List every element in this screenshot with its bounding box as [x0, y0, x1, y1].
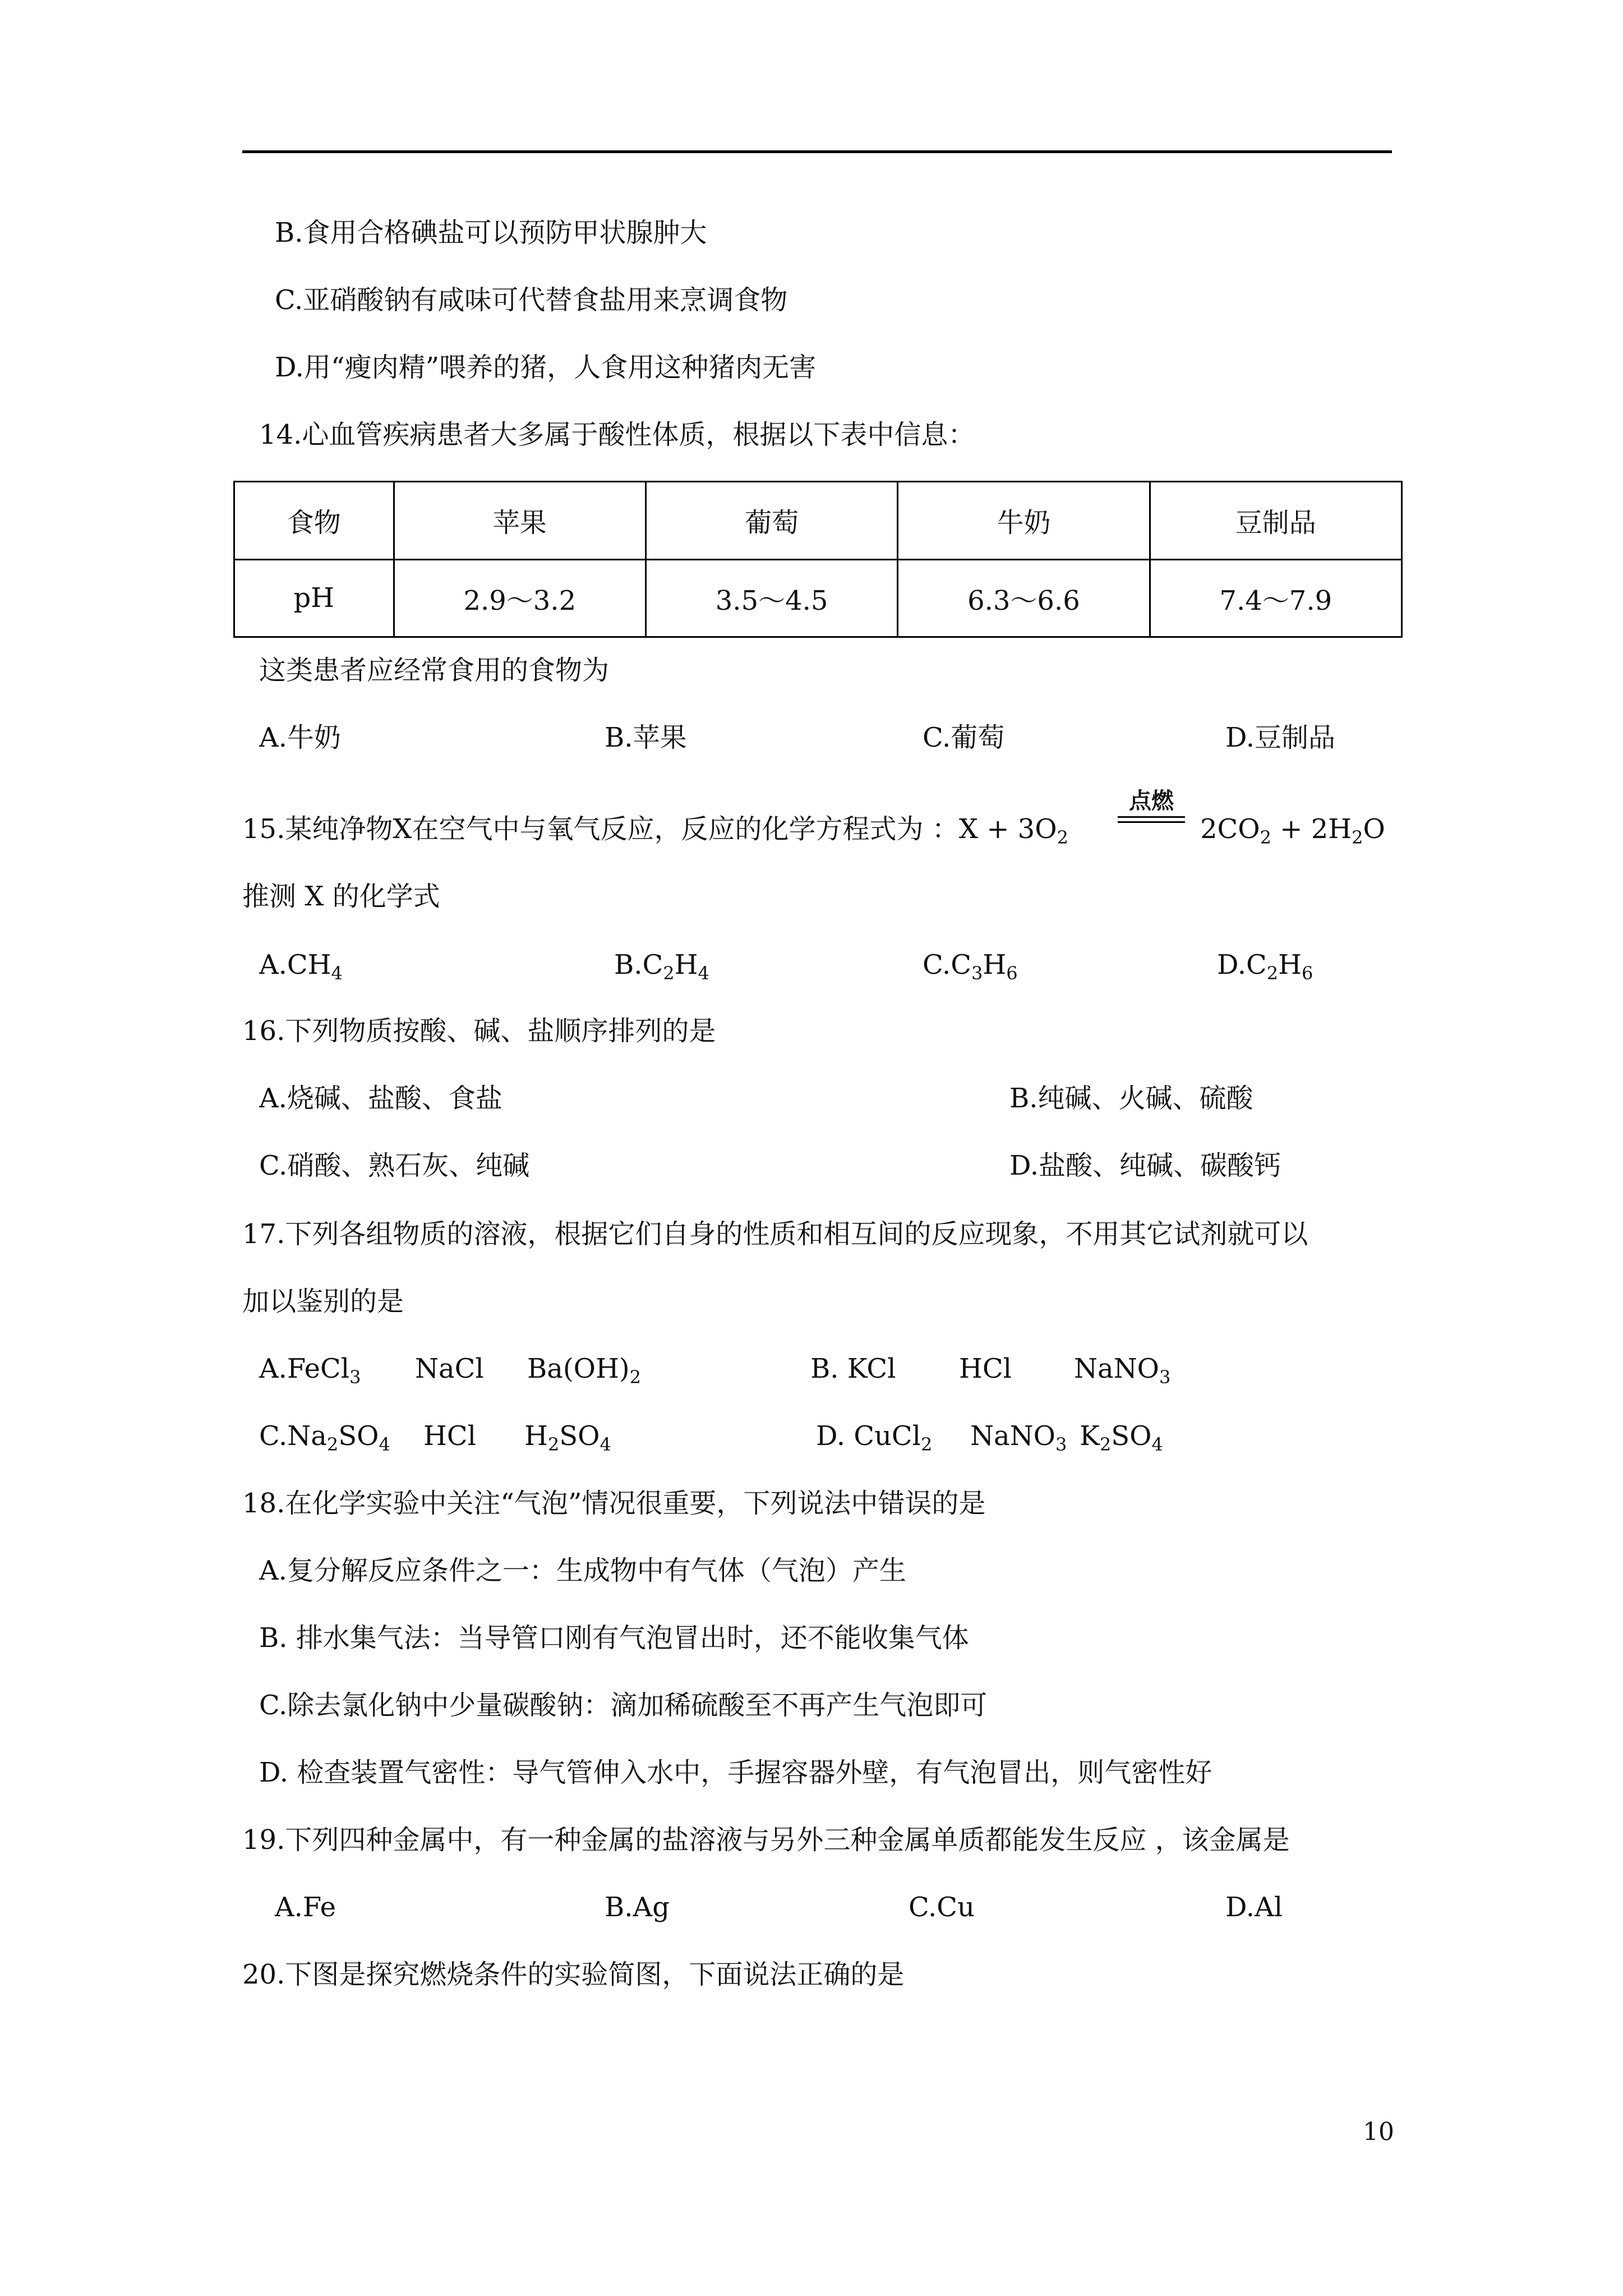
table-cell: 6.3～6.6	[898, 559, 1150, 637]
q15-stem: 15.某纯净物X在空气中与氧气反应，反应的化学方程式为 ：$X + 3O_2$	[242, 813, 1068, 848]
q13-option-d: D.用“瘦肉精”喂养的猪，人食用这种猪肉无害	[275, 352, 817, 383]
q15-option-d: $D.C_2H_6$	[1217, 949, 1313, 984]
table-cell: 豆制品	[1150, 482, 1401, 560]
q17-option-a: A.FeCl$_3$	[259, 1353, 361, 1388]
q19-option-a: A.Fe	[275, 1892, 336, 1923]
q15-option-c: $C.C_3H_6$	[923, 949, 1018, 984]
condition-bar	[1118, 821, 1185, 823]
table-cell: 3.5～4.5	[645, 559, 897, 637]
reaction-condition	[1118, 788, 1185, 823]
q19-stem: 19.下列四种金属中，有一种金属的盐溶液与另外三种金属单质都能发生反应 ，该金属是	[242, 1824, 1290, 1856]
q17-option-d: D. CuCl$_2$	[816, 1420, 933, 1455]
q17-option-a-item2: NaCl	[415, 1353, 484, 1384]
table-cell: 葡萄	[645, 482, 897, 560]
q14-question: 这类患者应经常食用的食物为	[259, 655, 610, 686]
q14-stem: 14.心血管疾病患者大多属于酸性体质，根据以下表中信息：	[259, 419, 975, 450]
q16-option-a: A.烧碱、盐酸、食盐	[259, 1083, 502, 1114]
q18-option-b: B. 排水集气法：当导管口刚有气泡冒出时，还不能收集气体	[259, 1622, 969, 1654]
q13-option-c: C.亚硝酸钠有咸味可代替食盐用来烹调食物	[275, 284, 788, 316]
q18-option-c: C.除去氯化钠中少量碳酸钠：滴加稀硫酸至不再产生气泡即可	[259, 1690, 988, 1721]
q14-option-b: B.苹果	[605, 722, 687, 753]
table-row	[234, 559, 1402, 637]
table-cell: 苹果	[394, 482, 645, 560]
q15-products: $2CO_2 + 2H_2O$	[1200, 813, 1385, 848]
q20-stem: 20.下图是探究燃烧条件的实验简图，下面说法正确的是	[242, 1959, 905, 1990]
q15-option-b: $B.C_2H_4$	[614, 949, 709, 984]
q19-option-c: C.Cu	[909, 1892, 975, 1923]
table-cell: 食物	[234, 482, 394, 560]
q14-option-d: D.豆制品	[1225, 722, 1336, 753]
page-number: 10	[1363, 2118, 1394, 2146]
q17-option-a-item3: $Ba(OH)_2$	[527, 1353, 641, 1388]
q13-option-b: B.食用合格碘盐可以预防甲状腺肿大	[275, 217, 707, 249]
q18-option-d: D. 检查装置气密性：导气管伸入水中，手握容器外壁，有气泡冒出，则气密性好	[259, 1757, 1212, 1788]
q17-option-c-item2: HCl	[423, 1420, 476, 1452]
q17-option-c-item3: $H_2SO_4$	[524, 1420, 611, 1455]
q16-option-c: C.硝酸、熟石灰、纯碱	[259, 1150, 530, 1181]
table-cell: 2.9～3.2	[394, 559, 645, 637]
q15-option-a: $A.CH_4$	[259, 949, 343, 984]
ph-table	[233, 481, 1403, 638]
condition-label: 点燃	[1129, 788, 1174, 814]
condition-bar	[1118, 816, 1185, 818]
q17-option-b-item3: NaNO$_3$	[1074, 1353, 1171, 1388]
q18-option-a: A.复分解反应条件之一：生成物中有气体（气泡）产生	[259, 1555, 906, 1586]
q17-option-b-item2: HCl	[959, 1353, 1012, 1384]
header-rule	[242, 150, 1392, 153]
q19-option-b: B.Ag	[605, 1892, 670, 1923]
q17-option-b: B. KCl	[810, 1353, 896, 1384]
q17-option-c: $C.Na_2SO_4$	[259, 1420, 390, 1455]
q16-stem: 16.下列物质按酸、碱、盐顺序排列的是	[242, 1015, 716, 1047]
q17-stem-2: 加以鉴别的是	[242, 1286, 404, 1317]
q18-stem: 18.在化学实验中关注“气泡”情况很重要，下列说法中错误的是	[242, 1488, 986, 1519]
q14-option-a: A.牛奶	[259, 722, 341, 753]
q17-option-d-item2: NaNO$_3$	[970, 1420, 1067, 1455]
q16-option-b: B.纯碱、火碱、硫酸	[1009, 1083, 1253, 1114]
q16-option-d: D.盐酸、纯碱、碳酸钙	[1009, 1150, 1281, 1181]
q17-stem-1: 17.下列各组物质的溶液，根据它们自身的性质和相互间的反应现象，不用其它试剂就可以	[242, 1218, 1308, 1250]
table-cell: 牛奶	[898, 482, 1150, 560]
table-row	[234, 482, 1402, 560]
q19-option-d: D.Al	[1225, 1892, 1283, 1923]
q14-option-c: C.葡萄	[923, 722, 1005, 753]
q15-line2: 推测 X 的化学式	[242, 881, 440, 912]
table-cell: 7.4～7.9	[1150, 559, 1401, 637]
q17-option-d-item3: $K_2SO_4$	[1080, 1420, 1163, 1455]
table-cell: pH	[234, 559, 394, 637]
